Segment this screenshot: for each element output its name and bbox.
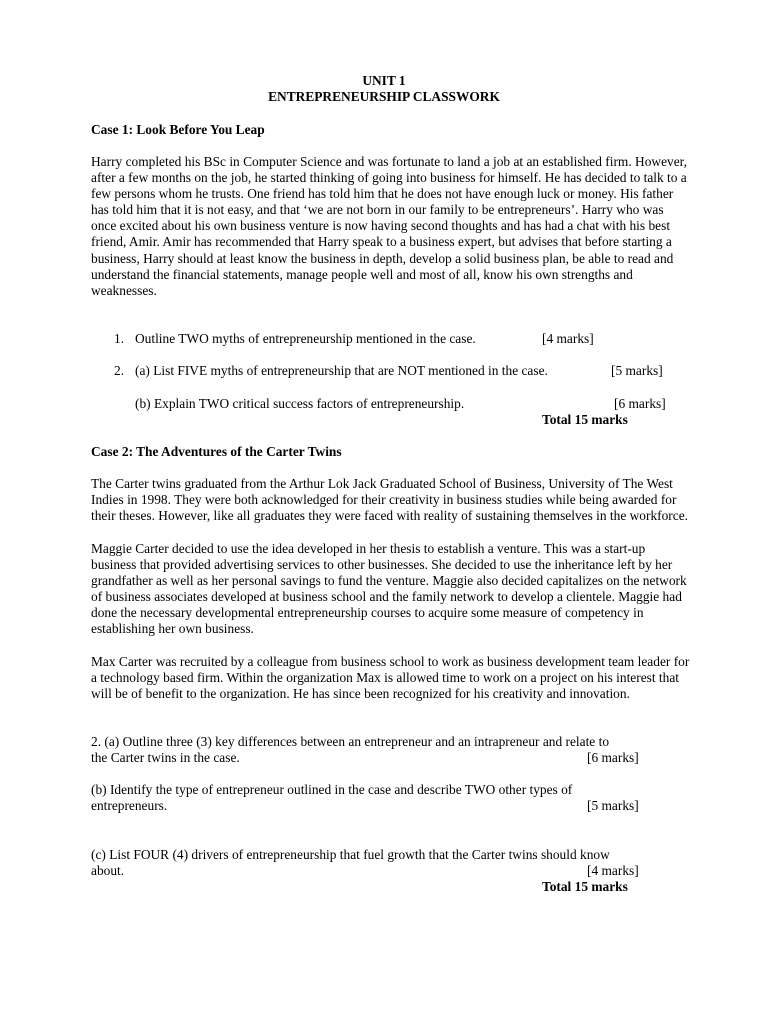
case1-heading: Case 1: Look Before You Leap [91, 122, 265, 137]
case2-heading: Case 2: The Adventures of the Carter Twins [91, 444, 342, 459]
case2-qa-line-1: 2. (a) Outline three (3) key differences between an entrepreneur and an intrapreneur and relate to [91, 734, 610, 749]
case2-qc-line-1: (c) List FOUR (4) drivers of entrepreneurship that fuel growth that the Carter twins should know [91, 847, 610, 862]
page-title: ENTREPRENEURSHIP CLASSWORK [268, 89, 500, 104]
case1-q2b-marks: [6 marks] [614, 396, 666, 411]
case1-q2-number: 2. [114, 363, 125, 378]
case2-qb-marks: [5 marks] [587, 798, 639, 813]
case2-qb-line-1: (b) Identify the type of entrepreneur outlined in the case and describe TWO other types of [91, 782, 573, 797]
case1-paragraph: Harry completed his BSc in Computer Science and was fortunate to land a job at an established firm. However, after a few months on the job, he started thinking of going into business for himself. He has decided to talk to a few persons whom he trusts. One friend has told him that he does not have enough luck or money. His father has told him that it is not easy, and that ‘we are not born in our family to be entrepreneurs’. Harry who was once excited about his own business venture is now having second thoughts and has had a chat with his best friend, Amir. Amir has recommended that Harry speak to a business expert, but advises that before starting a business, Harry should at least know the business in depth, develop a solid business plan, be able to read and understand the financial statements, manage people well and most of all, know his own strengths and weaknesses. [91, 154, 687, 298]
case2-paragraph-2: Maggie Carter decided to use the idea developed in her thesis to establish a venture. This was a start-up business that provided advertising services to other businesses. She decided to use the inheritance left by her grandfather as well as her personal savings to fund the venture. Maggie also decided capitalizes on the network of business associates developed at business school and the family network to develop a clientele. Maggie had done the necessary developmental entrepreneurship courses to acquire some measure of competency in establishing her own business. [91, 541, 687, 637]
case1-total: Total 15 marks [542, 412, 628, 427]
case2-qa-line-2: the Carter twins in the case. [91, 750, 240, 765]
case1-q2a-marks: [5 marks] [611, 363, 663, 378]
case2-qb-line-2: entrepreneurs. [91, 798, 168, 813]
case2-paragraph-3: Max Carter was recruited by a colleague from business school to work as business development team leader for a technology based firm. Within the organization Max is allowed time to work on a project on his interest that will be of benefit to the organization. He has since been recognized for his creativity and innovation. [91, 654, 690, 702]
case1-q2a-text: (a) List FIVE myths of entrepreneurship that are NOT mentioned in the case. [135, 363, 548, 378]
case2-paragraph-1: The Carter twins graduated from the Arthur Lok Jack Graduated School of Business, University of The West Indies in 1998. They were both acknowledged for their creativity in business studies while being awarded for their theses. However, like all graduates they were faced with reality of sustaining themselves in the workforce. [91, 476, 689, 524]
case2-qa-marks: [6 marks] [587, 750, 639, 765]
case1-q2b-text: (b) Explain TWO critical success factors of entrepreneurship. [135, 396, 465, 411]
case2-total: Total 15 marks [542, 879, 628, 894]
case2-qc-line-2: about. [91, 863, 125, 878]
case1-q1-marks: [4 marks] [542, 331, 594, 346]
case2-qc-marks: [4 marks] [587, 863, 639, 878]
case1-q1-text: Outline TWO myths of entrepreneurship mentioned in the case. [135, 331, 476, 346]
unit-label: UNIT 1 [362, 73, 406, 88]
case1-q1-number: 1. [114, 331, 125, 346]
